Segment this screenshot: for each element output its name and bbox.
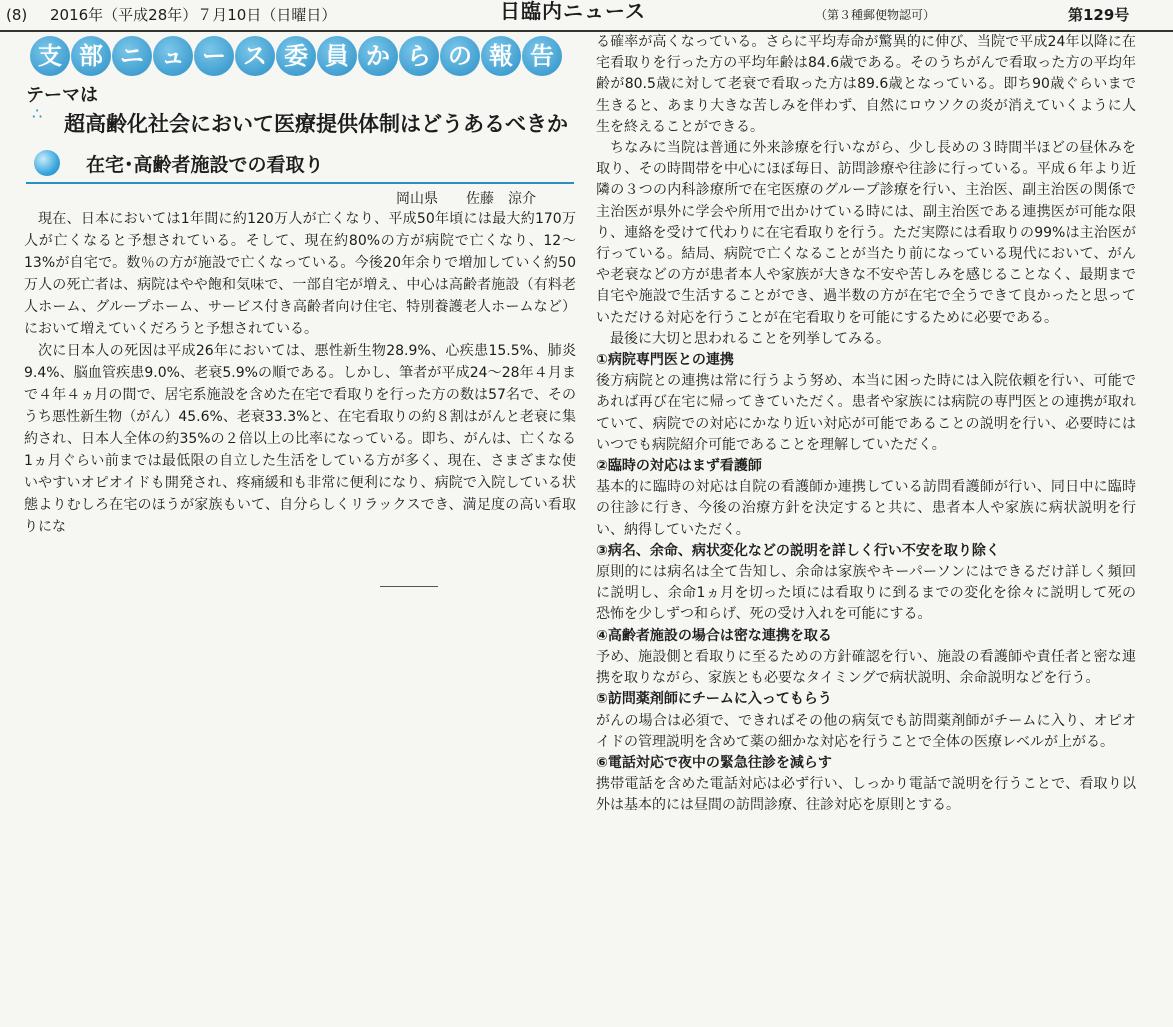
- banner-char: 員: [317, 36, 357, 76]
- issue-date: 2016年（平成28年）７月10日（日曜日）: [50, 6, 337, 24]
- banner-char: ー: [194, 36, 234, 76]
- mail-class-note: （第３種郵便物認可）: [815, 8, 936, 22]
- right-paragraph: 予め、施設側と看取りに至るための方針確認を行い、施設の看護師や責任者と密な連携を取りながら、家族とも必要なタイミングで病状説明、余命説明などを行う。: [596, 648, 1136, 687]
- right-paragraph: 基本的に臨時の対応は自院の看護師か連携している訪問看護師が行い、同日中に臨時の往診に行き、今後の治療方針を決定すると共に、患者本人や家族に病状説明を行い、納得していただく。: [596, 479, 1136, 538]
- left-paragraph: 現在、日本においては1年間に約120万人が亡くなり、平成50年頃には最大約170万人が亡くなると予想されている。そして、現在約80%の方が病院で亡くなり、12～13%が自宅で。数％の方が施設で亡くなっている。今後20年余りで増加していく約50万人の死亡者は、病院はやや飽和気味で、一部自宅が増え、中心は高齢者施設（有料老人ホーム、グループホーム、サービス付き高齢者向け住宅、特別養護老人ホームなど）において増えていくだろうと予想されている。: [24, 211, 576, 337]
- right-paragraph: 後方病院との連携は常に行うよう努め、本当に困った時には入院依頼を行い、可能であれば再び在宅に帰ってきていただく。患者や家族には病院の専門医との連携が取れていて、病院での対応にかなり近い対応が可能であることの説明を行い、必要時にはいつでも病院紹介可能であることを理解していただく。: [596, 373, 1136, 453]
- subtitle-underline: [26, 182, 574, 184]
- issue-number: 第129号: [1068, 6, 1130, 24]
- right-paragraph: がんの場合は必須で、できればその他の病気でも訪問薬剤師がチームに入り、オピオイドの管理説明を含めて薬の細かな対応を行うことで全体の医療レベルが上がる。: [596, 712, 1136, 750]
- article-left-column: [24, 208, 576, 538]
- banner-char: 報: [481, 36, 521, 76]
- column-end-rule: [380, 586, 438, 587]
- banner-char: 委: [276, 36, 316, 76]
- list-item-heading: ⑤訪問薬剤師にチームに入ってもらう: [596, 691, 832, 708]
- article-right-column: [596, 32, 1136, 817]
- list-item-heading: ③病名、余命、病状変化などの説明を詳しく行い不安を取り除く: [596, 542, 1000, 559]
- banner-char: ら: [399, 36, 439, 76]
- banner-char: 支: [30, 36, 70, 76]
- right-paragraph: 最後に大切と思われることを列挙してみる。: [610, 330, 890, 347]
- banner-char: ス: [235, 36, 275, 76]
- left-paragraph: 次に日本人の死因は平成26年においては、悪性新生物28.9%、心疾患15.5%、肺炎9.4%、脳血管疾患9.0%、老衰5.9%の順である。しかし、筆者が平成24～28年４月まで４年４ヵ月の間で、居宅系施設を含めた在宅で看取りを行った方の数は57名で、そのうち悪性新生物（がん）45.6%、老衰33.3%と、在宅看取りの約８割はがんと老衰に集約され、日本人全体の約35%の２倍以上の比率になっている。即ち、がんは、亡くなる1ヵ月ぐらい前までは最低限の自立した生活をしている方が多く、現在、さまざまな使いやすいオピオイドも開発され、疼痛緩和も非常に便利になり、病院で入院している状態よりむしろ在宅のほうが家族もいて、自分らしくリラックスでき、満足度の高い看取りにな: [24, 343, 576, 535]
- list-item-heading: ②臨時の対応はまず看護師: [596, 458, 762, 475]
- bubble-bullet-icon: [34, 150, 60, 176]
- list-item-heading: ①病院専門医との連携: [596, 352, 734, 369]
- right-paragraph: 原則的には病名は全て告知し、余命は家族やキーパーソンにはできるだけ詳しく頻回に説明し、余命1ヵ月を切った頃には看取りに到るまでの変化を徐々に説明して死の恐怖を少しずつ和らげ、死の受け入れを可能にする。: [596, 564, 1136, 623]
- author-byline: 岡山県 佐藤 涼介: [396, 191, 536, 207]
- page-header: [0, 0, 1173, 32]
- banner-char: ニ: [112, 36, 152, 76]
- article-subtitle: 在宅･高齢者施設での看取り: [86, 154, 324, 176]
- theme-dots-icon: ∴: [32, 104, 41, 123]
- right-paragraph: 携帯電話を含めた電話対応は必ず行い、しっかり電話で説明を行うことで、看取り以外は基本的には昼間の訪問診療、往診対応を原則とする。: [596, 776, 1136, 814]
- banner-char: 部: [71, 36, 111, 76]
- banner-char: か: [358, 36, 398, 76]
- article-main-title: 超高齢化社会において医療提供体制はどうあるべきか: [64, 112, 568, 136]
- section-banner: [30, 36, 562, 76]
- right-paragraph: ちなみに当院は普通に外来診療を行いながら、少し長めの３時間半ほどの昼休みを取り、その時間帯を中心にほぼ毎日、訪問診療や往診に行っている。平成６年より近隣の３つの内科診療所で在宅医療のグループ診療を行い、主治医、副主治医の関係で主治医が県外に学会や所用で出かけている時には、副主治医である連携医が可能な限り、連絡を受けて代わりに在宅看取りを行う。ただ実際には看取りの99%は主治医が行っている。結局、病院で亡くなることが当たり前になっている現代において、がんや老衰などの方が患者本人や家族が大きな不安や苦しみを感じることなく、最期まで自宅や施設で生活することができ、過半数の方が在宅で全うできて良かったと思っていただける対応を行うことが在宅看取りを可能にするために必要である。: [596, 140, 1136, 326]
- newspaper-title: 日臨内ニュース: [500, 0, 646, 23]
- banner-char: の: [440, 36, 480, 76]
- list-item-heading: ④高齢者施設の場合は密な連携を取る: [596, 627, 832, 644]
- page-number: (8): [6, 6, 28, 24]
- list-item-heading: ⑥電話対応で夜中の緊急往診を減らす: [596, 754, 832, 771]
- right-paragraph: る確率が高くなっている。さらに平均寿命が驚異的に伸び、当院で平成24年以降に在宅看取りを行った方の平均年齢は84.6歳である。そのうちがんで看取った方の平均年齢が80.5歳に対して老衰で看取った方は89.6歳となっている。即ち90歳ぐらいまで生きると、あまり大きな苦しみを伴わず、自然にロウソクの炎が消えていくように人生を終えることができる。: [596, 34, 1136, 135]
- banner-char: ュ: [153, 36, 193, 76]
- theme-label: テーマは: [26, 85, 98, 106]
- banner-char: 告: [522, 36, 562, 76]
